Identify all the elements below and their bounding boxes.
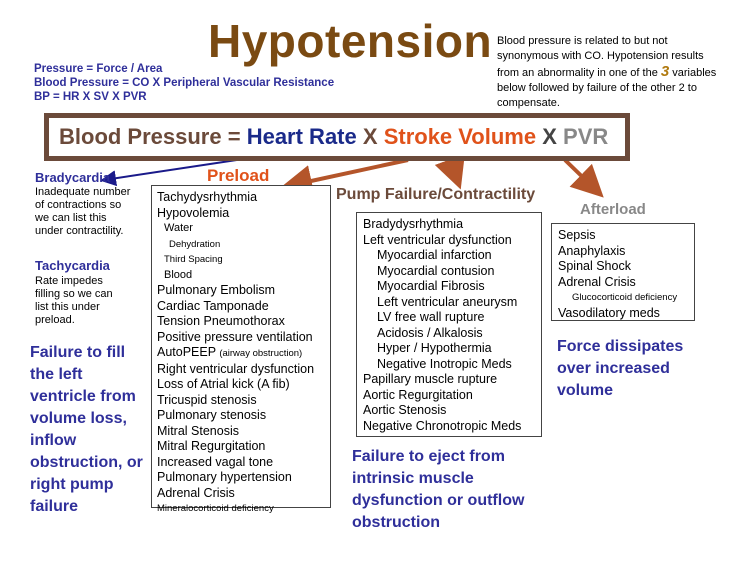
pump-item-text: Papillary muscle rupture xyxy=(363,372,498,386)
note-number: 3 xyxy=(660,63,670,80)
pump-list-item xyxy=(363,341,541,357)
pump-list-item xyxy=(363,217,541,233)
afterload-item-text: Glucocorticoid deficiency xyxy=(572,292,678,303)
afterload-item-text: Anaphylaxis xyxy=(558,243,626,258)
pump-list-item xyxy=(363,248,541,264)
note-text-after: variables below followed by failure of the other 2 to compensate. xyxy=(497,67,717,109)
preload-item-text: Increased vagal tone xyxy=(157,454,274,469)
preload-item-text: Tachydysrhythmia xyxy=(157,190,258,204)
arrow-to-afterload xyxy=(565,160,598,192)
preload-list-item xyxy=(157,486,330,502)
pump-list-item xyxy=(363,403,541,419)
preload-list-item xyxy=(157,393,330,409)
afterload-list-item xyxy=(558,259,694,275)
afterload-list-item xyxy=(558,244,694,260)
preload-list-item xyxy=(157,221,330,237)
preload-list-item xyxy=(157,408,330,424)
pump-list-item xyxy=(363,357,541,373)
pump-item-text: LV free wall rupture xyxy=(377,310,485,324)
preload-item-text: Mitral Stenosis xyxy=(157,423,239,438)
pump-list-item xyxy=(363,419,541,435)
pump-item-text: Aortic Stenosis xyxy=(363,403,447,417)
afterload-heading: Afterload xyxy=(580,201,646,218)
pump-item-text: Myocardial contusion xyxy=(377,263,495,278)
pump-item-text: Myocardial infarction xyxy=(377,248,492,262)
preload-item-text: Mineralocorticoid deficiency xyxy=(157,503,274,514)
preload-list-item xyxy=(157,439,330,455)
preload-list xyxy=(151,185,331,514)
preload-heading: Preload xyxy=(207,166,270,185)
arrow-to-pump xyxy=(450,160,458,182)
pump-item-text: Hyper / Hypothermia xyxy=(377,341,492,355)
preload-list-item xyxy=(157,424,330,440)
afterload-item-text: Vasodilatory meds xyxy=(558,305,660,320)
pump-list-item xyxy=(363,310,541,326)
pump-list xyxy=(356,212,542,437)
preload-item-text: Adrenal Crisis xyxy=(157,485,235,500)
pump-list-item xyxy=(363,233,541,249)
preload-item-text: Water xyxy=(164,222,193,234)
afterload-list-item xyxy=(558,228,694,244)
preload-list-item xyxy=(157,206,330,222)
preload-list-item xyxy=(157,237,330,253)
pump-list-item xyxy=(363,388,541,404)
pump-failure-text: Failure to eject from intrinsic muscle dysfunction or outflow obstruction xyxy=(352,448,525,531)
tachycardia-heading: Tachycardia xyxy=(35,258,110,273)
pump-list-item xyxy=(363,279,541,295)
blood-pressure-equation xyxy=(44,113,630,161)
pump-item-text: Acidosis / Alkalosis xyxy=(377,325,483,340)
preload-item-text: Tricuspid stenosis xyxy=(157,392,257,407)
preload-item-text: Third Spacing xyxy=(164,254,223,265)
preload-item-text: Positive pressure ventilation xyxy=(157,329,313,344)
pump-item-text: Left ventricular dysfunction xyxy=(363,232,512,247)
preload-list-item xyxy=(157,268,330,284)
preload-list-item xyxy=(157,190,330,206)
preload-list-item xyxy=(157,299,330,315)
pump-list-item xyxy=(363,326,541,342)
preload-item-text: Mitral Regurgitation xyxy=(157,439,266,453)
formula-bp: BP = HR X SV X PVR xyxy=(34,91,147,103)
preload-item-text: Pulmonary stenosis xyxy=(157,408,267,422)
formula-list xyxy=(34,62,334,104)
pump-item-text: Negative Inotropic Meds xyxy=(377,356,512,371)
preload-failure-text: Failure to fill the left ventricle from volume loss, inflow obstruction, or right pump failure xyxy=(30,344,143,515)
preload-item-text: Pulmonary Embolism xyxy=(157,283,276,297)
preload-item-text: Right ventricular dysfunction xyxy=(157,361,315,376)
afterload-list xyxy=(551,223,695,321)
pump-item-text: Aortic Regurgitation xyxy=(363,387,473,402)
preload-item-text: Loss of Atrial kick (A fib) xyxy=(157,377,290,391)
formula-blood-pressure: Blood Pressure = CO X Peripheral Vascular Resistance xyxy=(34,77,335,89)
pump-item-text: Bradydysrhythmia xyxy=(363,217,464,231)
pump-item-text: Negative Chronotropic Meds xyxy=(363,418,522,433)
preload-item-text: Blood xyxy=(164,268,193,281)
afterload-item-text: Adrenal Crisis xyxy=(558,274,636,289)
pump-item-text: Left ventricular aneurysm xyxy=(377,294,518,309)
afterload-item-text: Spinal Shock xyxy=(558,259,631,273)
equation-x2: X xyxy=(542,124,557,149)
equation-stroke-volume: Stroke Volume xyxy=(383,124,537,149)
preload-list-item xyxy=(157,252,330,268)
preload-list-item xyxy=(157,470,330,486)
preload-item-text: Cardiac Tamponade xyxy=(157,298,269,313)
equation-pvr: PVR xyxy=(563,124,609,149)
preload-item-note: (airway obstruction) xyxy=(219,348,303,359)
afterload-list-item xyxy=(558,306,694,322)
equation-heart-rate: Heart Rate xyxy=(246,124,357,149)
preload-list-item xyxy=(157,377,330,393)
afterload-list-item xyxy=(558,275,694,291)
pump-list-item xyxy=(363,295,541,311)
bradycardia-heading: Bradycardia xyxy=(35,170,111,185)
afterload-failure-text: Force dissipates over increased volume xyxy=(557,338,684,399)
pump-list-item xyxy=(363,372,541,388)
note-text-before: Blood pressure is related to but not synonymous with CO. Hypotension results from an abnormality in one of the xyxy=(497,35,704,79)
bradycardia-text: Inadequate number of contractions so we can list this under contractility. xyxy=(35,186,131,237)
afterload-item-text: Sepsis xyxy=(558,228,596,242)
preload-list-item xyxy=(157,314,330,330)
preload-item-text: AutoPEEP xyxy=(157,345,216,359)
pump-item-text: Myocardial Fibrosis xyxy=(377,279,485,293)
preload-list-item xyxy=(157,345,330,362)
preload-list-item xyxy=(157,455,330,471)
intro-note xyxy=(497,34,722,111)
preload-list-item xyxy=(157,501,330,517)
equation-x1: X xyxy=(362,124,378,149)
preload-list-item xyxy=(157,330,330,346)
arrow-to-preload xyxy=(288,160,408,186)
pump-list-item xyxy=(363,264,541,280)
preload-item-text: Pulmonary hypertension xyxy=(157,470,292,484)
pump-heading: Pump Failure/Contractility xyxy=(336,186,536,203)
afterload-list-item xyxy=(558,290,694,306)
preload-item-text: Hypovolemia xyxy=(157,205,230,220)
tachycardia-text: Rate impedes filling so we can list this under preload. xyxy=(35,275,113,326)
preload-item-text: Tension Pneumothorax xyxy=(157,314,285,328)
page-title: Hypotension xyxy=(208,15,493,67)
preload-list-item xyxy=(157,283,330,299)
equation-lhs: Blood Pressure = xyxy=(59,124,241,149)
preload-list-item xyxy=(157,362,330,378)
preload-item-text: Dehydration xyxy=(169,238,221,250)
formula-pressure: Pressure = Force / Area xyxy=(34,63,163,75)
